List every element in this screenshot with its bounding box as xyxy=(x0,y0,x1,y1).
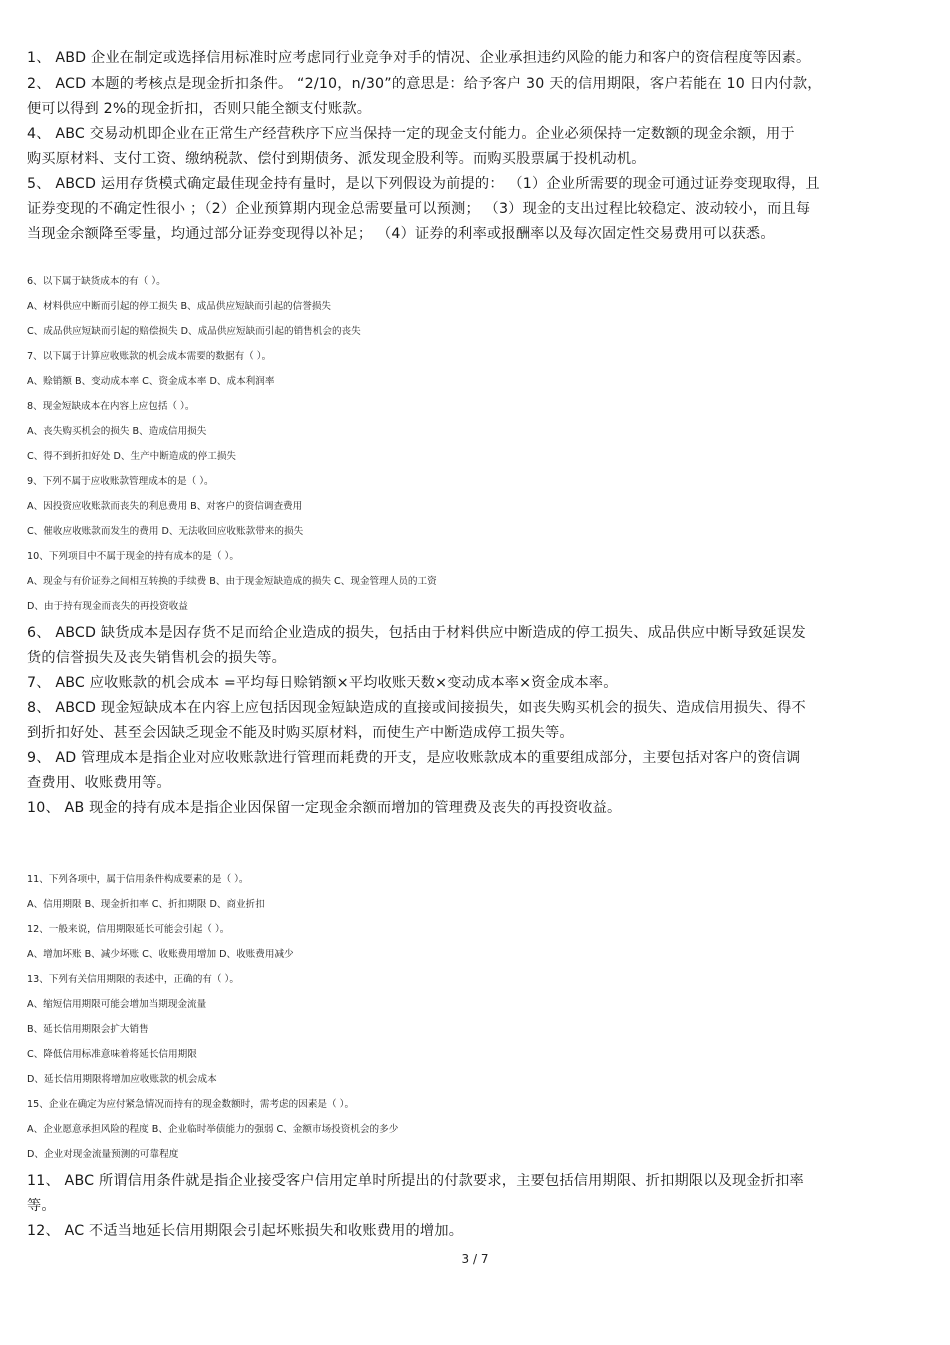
question-line: A、企业愿意承担风险的程度 B、企业临时举债能力的强弱 C、金额市场投资机会的多少 xyxy=(27,1124,399,1135)
answer-line: 等。 xyxy=(27,1198,56,1214)
question-line: 15、企业在确定为应付紧急情况而持有的现金数额时，需考虑的因素是（ ）。 xyxy=(27,1099,355,1110)
question-line: D、由于持有现金而丧失的再投资收益 xyxy=(27,601,188,612)
question-line: 13、下列有关信用期限的表述中，正确的有（ ）。 xyxy=(27,974,239,985)
question-line: A、丧失购买机会的损失 B、造成信用损失 xyxy=(27,426,207,437)
question-line: D、企业对现金流量预测的可靠程度 xyxy=(27,1149,179,1160)
answer-line: 查费用、收账费用等。 xyxy=(27,775,171,791)
question-line: D、延长信用期限将增加应收账款的机会成本 xyxy=(27,1074,217,1085)
answer-line: 11、 ABC 所谓信用条件就是指企业接受客户信用定单时所提出的付款要求，主要包括信用期限、折扣期限以及现金折扣率 xyxy=(27,1173,804,1189)
question-line: A、缩短信用期限可能会增加当期现金流量 xyxy=(27,999,207,1010)
question-line: 8、现金短缺成本在内容上应包括（ ）。 xyxy=(27,401,195,412)
answer-line: 货的信誉损失及丧失销售机会的损失等。 xyxy=(27,650,286,666)
question-line: 11、下列各项中，属于信用条件构成要素的是（ ）。 xyxy=(27,874,249,885)
answer-line: 5、 ABCD 运用存货模式确定最佳现金持有量时，是以下列假设为前提的： （1）企业所需要的现金可通过证券变现取得，且 xyxy=(27,176,820,192)
question-line: A、赊销额 B、变动成本率 C、资金成本率 D、成本利润率 xyxy=(27,376,275,387)
page-number: 3 / 7 xyxy=(461,1252,489,1266)
question-line: 10、下列项目中不属于现金的持有成本的是（ ）。 xyxy=(27,551,239,562)
answer-line: 证券变现的不确定性很小 ；（2）企业预算期内现金总需要量可以预测； （3）现金的支出过程比较稳定、波动较小，而且每 xyxy=(27,201,811,217)
answer-line: 9、 AD 管理成本是指企业对应收账款进行管理而耗费的开支，是应收账款成本的重要组成部分，主要包括对客户的资信调 xyxy=(27,750,801,766)
question-line: A、增加坏账 B、减少坏账 C、收账费用增加 D、收账费用减少 xyxy=(27,949,294,960)
question-line: 12、一般来说，信用期限延长可能会引起（ ）。 xyxy=(27,924,230,935)
question-line: C、得不到折扣好处 D、生产中断造成的停工损失 xyxy=(27,451,237,462)
answer-line: 2、 ACD 本题的考核点是现金折扣条件。 “2/10，n/30”的意思是：给予客户 30 天的信用期限，客户若能在 10 日内付款， xyxy=(27,76,822,92)
question-line: A、因投资应收账款而丧失的利息费用 B、对客户的资信调查费用 xyxy=(27,501,303,512)
answer-line: 10、 AB 现金的持有成本是指企业因保留一定现金余额而增加的管理费及丧失的再投资收益。 xyxy=(27,800,622,816)
answer-line: 到折扣好处、甚至会因缺乏现金不能及时购买原材料，而使生产中断造成停工损失等。 xyxy=(27,725,574,741)
question-line: A、信用期限 B、现金折扣率 C、折扣期限 D、商业折扣 xyxy=(27,899,265,910)
question-line: C、成品供应短缺而引起的赔偿损失 D、成品供应短缺而引起的销售机会的丧失 xyxy=(27,326,361,337)
question-line: C、降低信用标准意味着将延长信用期限 xyxy=(27,1049,197,1060)
answer-line: 购买原材料、支付工资、缴纳税款、偿付到期债务、派发现金股利等。而购买股票属于投机动机。 xyxy=(27,151,646,167)
answer-line: 1、 ABD 企业在制定或选择信用标准时应考虑同行业竞争对手的情况、企业承担违约风险的能力和客户的资信程度等因素。 xyxy=(27,50,811,66)
answer-line: 7、 ABC 应收账款的机会成本 =平均每日赊销额×平均收账天数×变动成本率×资金成本率。 xyxy=(27,675,618,691)
question-line: C、催收应收账款而发生的费用 D、无法收回应收账款带来的损失 xyxy=(27,526,304,537)
answer-line: 12、 AC 不适当地延长信用期限会引起坏账损失和收账费用的增加。 xyxy=(27,1223,464,1239)
question-line: A、现金与有价证券之间相互转换的手续费 B、由于现金短缺造成的损失 C、现金管理人员的工资 xyxy=(27,576,437,587)
question-line: B、延长信用期限会扩大销售 xyxy=(27,1024,149,1035)
question-line: 9、下列不属于应收账款管理成本的是（ ）。 xyxy=(27,476,214,487)
answer-line: 便可以得到 2%的现金折扣，否则只能全额支付账款。 xyxy=(27,101,372,117)
answer-line: 4、 ABC 交易动机即企业在正常生产经营秩序下应当保持一定的现金支付能力。企业必须保持一定数额的现金余额，用于 xyxy=(27,126,795,142)
question-line: 6、以下属于缺货成本的有（ ）。 xyxy=(27,276,166,287)
question-line: A、材料供应中断而引起的停工损失 B、成品供应短缺而引起的信誉损失 xyxy=(27,301,332,312)
answer-line: 6、 ABCD 缺货成本是因存货不足而给企业造成的损失，包括由于材料供应中断造成的停工损失、成品供应中断导致延误发 xyxy=(27,625,806,641)
answer-line: 当现金余额降至零量，均通过部分证券变现得以补足； （4）证券的利率或报酬率以及每次固定性交易费用可以获悉。 xyxy=(27,226,775,242)
answer-line: 8、 ABCD 现金短缺成本在内容上应包括因现金短缺造成的直接或间接损失，如丧失购买机会的损失、造成信用损失、得不 xyxy=(27,700,806,716)
question-line: 7、以下属于计算应收账款的机会成本需要的数据有（ ）。 xyxy=(27,351,272,362)
